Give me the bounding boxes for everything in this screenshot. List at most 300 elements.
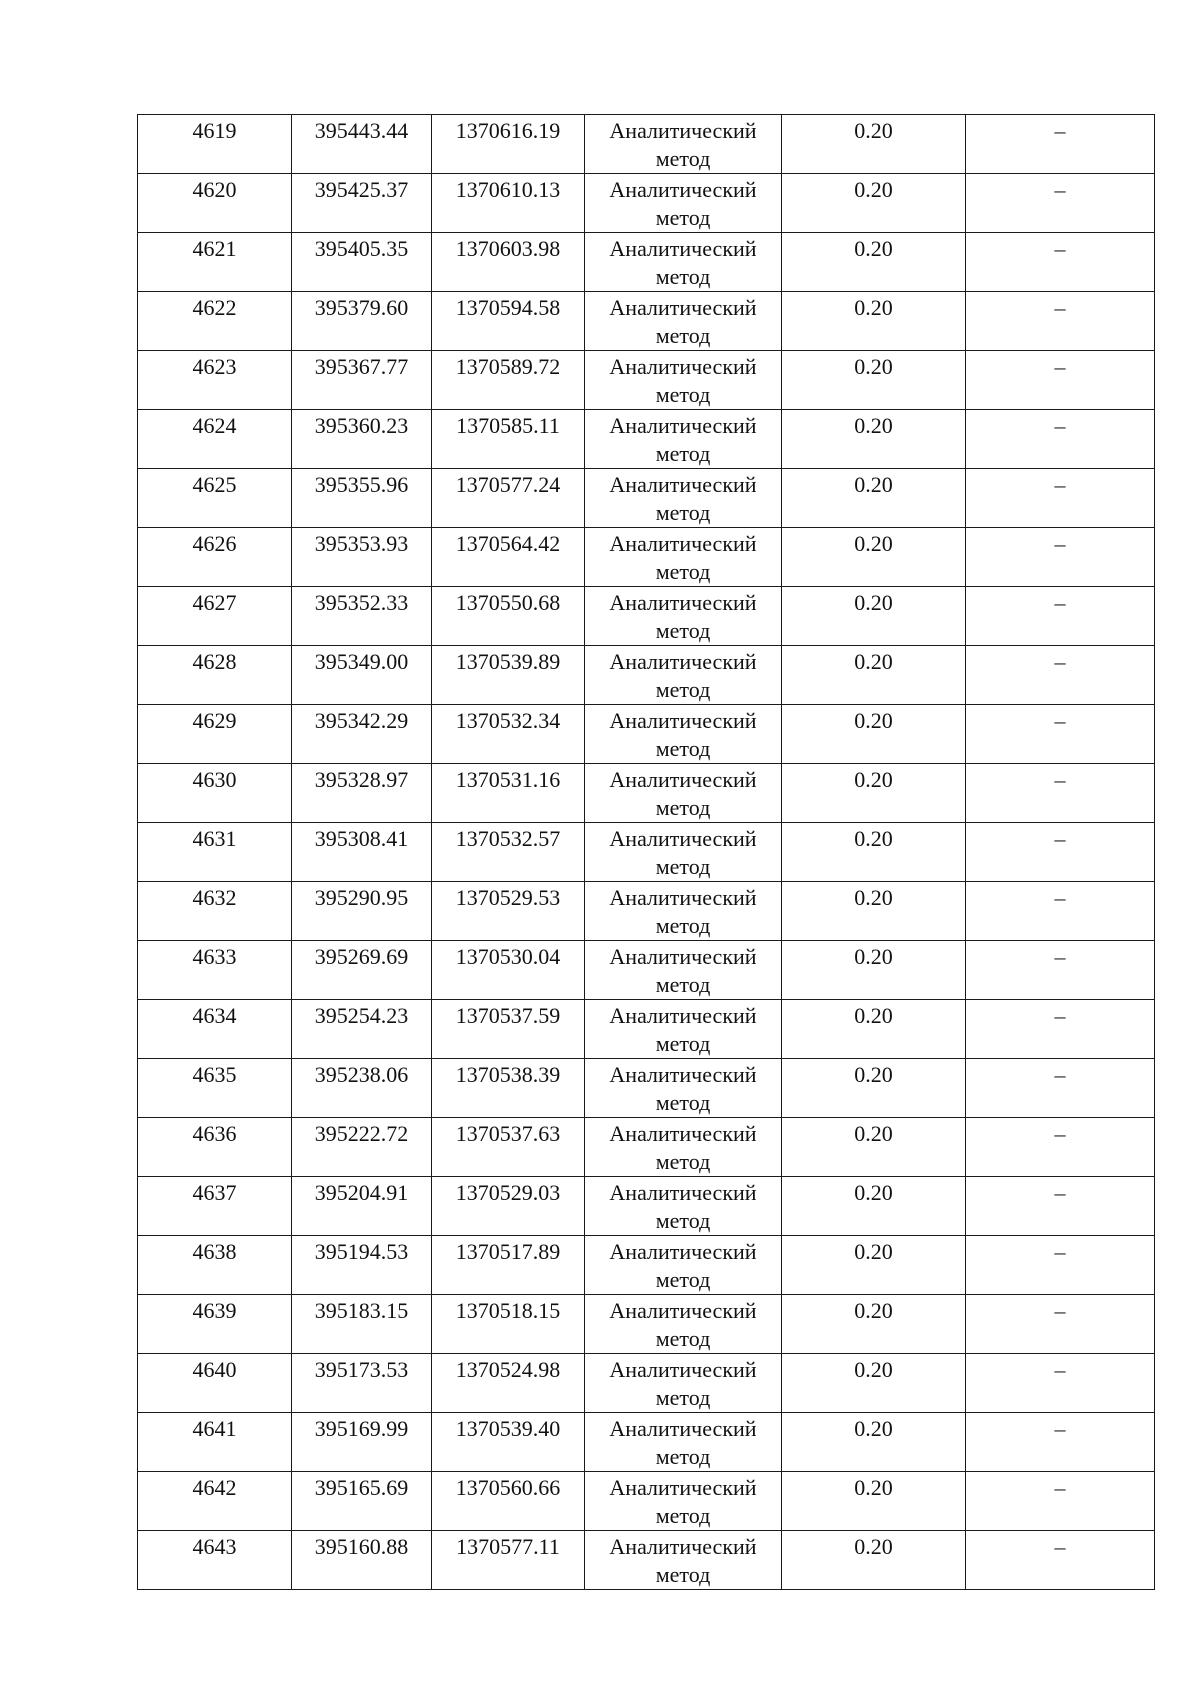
method-text: Аналитический метод (609, 1239, 757, 1292)
note-dash: – (1054, 885, 1066, 910)
x-coordinate: 395165.69 (314, 1475, 409, 1500)
point-number-cell (138, 292, 292, 351)
x-coordinate: 395367.77 (314, 354, 409, 379)
accuracy-value: 0.20 (854, 1534, 893, 1559)
y-coordinate-cell (432, 1118, 585, 1177)
accuracy-cell (782, 351, 966, 410)
coordinates-table (137, 114, 1155, 1590)
point-number-cell (138, 1059, 292, 1118)
point-number: 4643 (192, 1534, 237, 1559)
table-row (138, 233, 1155, 292)
x-coordinate: 395204.91 (314, 1180, 409, 1205)
method-text: Аналитический метод (609, 1475, 757, 1528)
point-number-cell (138, 1118, 292, 1177)
x-coordinate-cell (292, 1000, 432, 1059)
note-dash: – (1054, 826, 1066, 851)
note-dash: – (1054, 649, 1066, 674)
accuracy-value: 0.20 (854, 1062, 893, 1087)
y-coordinate: 1370550.68 (455, 590, 561, 615)
y-coordinate-cell (432, 1000, 585, 1059)
method-cell (585, 174, 782, 233)
table-row (138, 764, 1155, 823)
method-text: Аналитический метод (609, 826, 757, 879)
y-coordinate-cell (432, 528, 585, 587)
note-cell (966, 587, 1155, 646)
x-coordinate-cell (292, 1177, 432, 1236)
method-text: Аналитический метод (609, 708, 757, 761)
x-coordinate-cell (292, 1295, 432, 1354)
table-body (138, 115, 1155, 1590)
point-number: 4619 (192, 118, 237, 143)
y-coordinate: 1370529.03 (455, 1180, 561, 1205)
y-coordinate: 1370594.58 (455, 295, 561, 320)
note-dash: – (1054, 1180, 1066, 1205)
method-text: Аналитический метод (609, 1121, 757, 1174)
accuracy-cell (782, 1295, 966, 1354)
table-row (138, 1000, 1155, 1059)
method-cell (585, 469, 782, 528)
method-text: Аналитический метод (609, 531, 757, 584)
method-text: Аналитический метод (609, 472, 757, 525)
accuracy-value: 0.20 (854, 354, 893, 379)
accuracy-value: 0.20 (854, 531, 893, 556)
accuracy-cell (782, 823, 966, 882)
point-number-cell (138, 764, 292, 823)
x-coordinate: 395443.44 (314, 118, 409, 143)
accuracy-cell (782, 115, 966, 174)
y-coordinate: 1370564.42 (455, 531, 561, 556)
x-coordinate: 395352.33 (314, 590, 409, 615)
table-row (138, 1177, 1155, 1236)
y-coordinate-cell (432, 410, 585, 469)
note-dash: – (1054, 944, 1066, 969)
accuracy-value: 0.20 (854, 826, 893, 851)
method-cell (585, 1531, 782, 1590)
accuracy-value: 0.20 (854, 1180, 893, 1205)
y-coordinate-cell (432, 764, 585, 823)
method-cell (585, 1295, 782, 1354)
point-number-cell (138, 115, 292, 174)
method-cell (585, 1413, 782, 1472)
y-coordinate: 1370603.98 (455, 236, 561, 261)
table-row (138, 115, 1155, 174)
method-cell (585, 115, 782, 174)
method-text: Аналитический метод (609, 413, 757, 466)
accuracy-cell (782, 705, 966, 764)
point-number: 4636 (192, 1121, 237, 1146)
x-coordinate-cell (292, 646, 432, 705)
accuracy-value: 0.20 (854, 1003, 893, 1028)
point-number-cell (138, 1531, 292, 1590)
method-cell (585, 941, 782, 1000)
x-coordinate: 395183.15 (314, 1298, 409, 1323)
x-coordinate: 395349.00 (314, 649, 409, 674)
point-number: 4625 (192, 472, 237, 497)
method-cell (585, 764, 782, 823)
accuracy-cell (782, 233, 966, 292)
y-coordinate: 1370517.89 (455, 1239, 561, 1264)
accuracy-value: 0.20 (854, 767, 893, 792)
note-dash: – (1054, 708, 1066, 733)
table-row (138, 1295, 1155, 1354)
x-coordinate-cell (292, 1354, 432, 1413)
y-coordinate-cell (432, 1177, 585, 1236)
note-dash: – (1054, 472, 1066, 497)
accuracy-value: 0.20 (854, 708, 893, 733)
point-number: 4621 (192, 236, 237, 261)
x-coordinate-cell (292, 1118, 432, 1177)
y-coordinate: 1370530.04 (455, 944, 561, 969)
method-cell (585, 646, 782, 705)
note-cell (966, 292, 1155, 351)
y-coordinate-cell (432, 823, 585, 882)
accuracy-value: 0.20 (854, 236, 893, 261)
y-coordinate-cell (432, 1059, 585, 1118)
note-dash: – (1054, 767, 1066, 792)
method-cell (585, 1059, 782, 1118)
x-coordinate: 395194.53 (314, 1239, 409, 1264)
x-coordinate: 395379.60 (314, 295, 409, 320)
table-row (138, 292, 1155, 351)
x-coordinate-cell (292, 1236, 432, 1295)
x-coordinate: 395169.99 (314, 1416, 409, 1441)
method-text: Аналитический метод (609, 1003, 757, 1056)
point-number-cell (138, 646, 292, 705)
method-cell (585, 882, 782, 941)
point-number-cell (138, 410, 292, 469)
point-number: 4640 (192, 1357, 237, 1382)
table-row (138, 1472, 1155, 1531)
accuracy-value: 0.20 (854, 590, 893, 615)
point-number: 4620 (192, 177, 237, 202)
point-number: 4626 (192, 531, 237, 556)
table-row (138, 174, 1155, 233)
y-coordinate-cell (432, 1236, 585, 1295)
y-coordinate: 1370539.89 (455, 649, 561, 674)
x-coordinate: 395269.69 (314, 944, 409, 969)
y-coordinate-cell (432, 1354, 585, 1413)
point-number-cell (138, 823, 292, 882)
y-coordinate-cell (432, 1295, 585, 1354)
method-cell (585, 351, 782, 410)
method-text: Аналитический метод (609, 354, 757, 407)
x-coordinate-cell (292, 410, 432, 469)
table-row (138, 882, 1155, 941)
y-coordinate-cell (432, 351, 585, 410)
note-cell (966, 823, 1155, 882)
accuracy-value: 0.20 (854, 1121, 893, 1146)
accuracy-value: 0.20 (854, 649, 893, 674)
y-coordinate: 1370531.16 (455, 767, 561, 792)
note-cell (966, 1118, 1155, 1177)
accuracy-value: 0.20 (854, 1416, 893, 1441)
y-coordinate-cell (432, 115, 585, 174)
method-text: Аналитический метод (609, 295, 757, 348)
accuracy-cell (782, 174, 966, 233)
y-coordinate-cell (432, 1413, 585, 1472)
point-number: 4630 (192, 767, 237, 792)
table-row (138, 1118, 1155, 1177)
note-cell (966, 646, 1155, 705)
note-cell (966, 882, 1155, 941)
x-coordinate-cell (292, 941, 432, 1000)
x-coordinate: 395355.96 (314, 472, 409, 497)
x-coordinate: 395290.95 (314, 885, 409, 910)
point-number: 4641 (192, 1416, 237, 1441)
y-coordinate: 1370589.72 (455, 354, 561, 379)
point-number: 4639 (192, 1298, 237, 1323)
method-text: Аналитический метод (609, 118, 757, 171)
point-number-cell (138, 705, 292, 764)
accuracy-cell (782, 1177, 966, 1236)
note-cell (966, 1000, 1155, 1059)
accuracy-cell (782, 1059, 966, 1118)
y-coordinate-cell (432, 469, 585, 528)
x-coordinate-cell (292, 1059, 432, 1118)
x-coordinate: 395308.41 (314, 826, 409, 851)
accuracy-cell (782, 528, 966, 587)
point-number-cell (138, 1236, 292, 1295)
method-text: Аналитический метод (609, 1357, 757, 1410)
table-row (138, 410, 1155, 469)
note-dash: – (1054, 531, 1066, 556)
x-coordinate: 395238.06 (314, 1062, 409, 1087)
y-coordinate: 1370529.53 (455, 885, 561, 910)
x-coordinate-cell (292, 233, 432, 292)
method-cell (585, 292, 782, 351)
method-cell (585, 1177, 782, 1236)
table-row (138, 646, 1155, 705)
table-row (138, 1059, 1155, 1118)
x-coordinate-cell (292, 469, 432, 528)
accuracy-cell (782, 882, 966, 941)
table-row (138, 351, 1155, 410)
accuracy-cell (782, 587, 966, 646)
y-coordinate-cell (432, 1531, 585, 1590)
x-coordinate-cell (292, 705, 432, 764)
accuracy-cell (782, 469, 966, 528)
y-coordinate-cell (432, 174, 585, 233)
note-dash: – (1054, 295, 1066, 320)
method-cell (585, 1236, 782, 1295)
point-number-cell (138, 941, 292, 1000)
x-coordinate: 395173.53 (314, 1357, 409, 1382)
note-dash: – (1054, 590, 1066, 615)
x-coordinate-cell (292, 764, 432, 823)
point-number: 4622 (192, 295, 237, 320)
note-dash: – (1054, 1121, 1066, 1146)
x-coordinate-cell (292, 1472, 432, 1531)
note-cell (966, 1177, 1155, 1236)
x-coordinate: 395328.97 (314, 767, 409, 792)
x-coordinate-cell (292, 292, 432, 351)
x-coordinate: 395360.23 (314, 413, 409, 438)
point-number: 4642 (192, 1475, 237, 1500)
accuracy-value: 0.20 (854, 1298, 893, 1323)
x-coordinate: 395425.37 (314, 177, 409, 202)
note-cell (966, 410, 1155, 469)
y-coordinate-cell (432, 941, 585, 1000)
point-number: 4624 (192, 413, 237, 438)
note-dash: – (1054, 1534, 1066, 1559)
method-cell (585, 823, 782, 882)
method-cell (585, 528, 782, 587)
note-dash: – (1054, 413, 1066, 438)
accuracy-cell (782, 1531, 966, 1590)
point-number-cell (138, 1000, 292, 1059)
note-dash: – (1054, 1003, 1066, 1028)
note-cell (966, 528, 1155, 587)
point-number-cell (138, 528, 292, 587)
y-coordinate-cell (432, 233, 585, 292)
accuracy-cell (782, 292, 966, 351)
table-row (138, 705, 1155, 764)
x-coordinate-cell (292, 351, 432, 410)
point-number: 4631 (192, 826, 237, 851)
x-coordinate-cell (292, 115, 432, 174)
point-number: 4632 (192, 885, 237, 910)
point-number-cell (138, 882, 292, 941)
point-number-cell (138, 1472, 292, 1531)
x-coordinate: 395160.88 (314, 1534, 409, 1559)
point-number: 4635 (192, 1062, 237, 1087)
accuracy-cell (782, 1118, 966, 1177)
y-coordinate-cell (432, 292, 585, 351)
point-number-cell (138, 1354, 292, 1413)
note-cell (966, 941, 1155, 1000)
method-text: Аналитический метод (609, 1534, 757, 1587)
table-row (138, 469, 1155, 528)
table-row (138, 941, 1155, 1000)
y-coordinate: 1370537.63 (455, 1121, 561, 1146)
table-row (138, 587, 1155, 646)
accuracy-cell (782, 764, 966, 823)
table-row (138, 1236, 1155, 1295)
note-dash: – (1054, 1357, 1066, 1382)
accuracy-value: 0.20 (854, 885, 893, 910)
note-cell (966, 705, 1155, 764)
note-cell (966, 351, 1155, 410)
x-coordinate-cell (292, 174, 432, 233)
y-coordinate: 1370560.66 (455, 1475, 561, 1500)
note-dash: – (1054, 1416, 1066, 1441)
note-cell (966, 1236, 1155, 1295)
note-cell (966, 469, 1155, 528)
table-row (138, 1354, 1155, 1413)
table-row (138, 823, 1155, 882)
method-cell (585, 410, 782, 469)
x-coordinate: 395342.29 (314, 708, 409, 733)
point-number-cell (138, 1295, 292, 1354)
method-text: Аналитический метод (609, 1180, 757, 1233)
note-dash: – (1054, 354, 1066, 379)
y-coordinate: 1370539.40 (455, 1416, 561, 1441)
point-number: 4638 (192, 1239, 237, 1264)
y-coordinate-cell (432, 646, 585, 705)
method-text: Аналитический метод (609, 767, 757, 820)
point-number: 4623 (192, 354, 237, 379)
y-coordinate: 1370616.19 (455, 118, 561, 143)
accuracy-value: 0.20 (854, 177, 893, 202)
note-cell (966, 1295, 1155, 1354)
x-coordinate: 395405.35 (314, 236, 409, 261)
point-number: 4637 (192, 1180, 237, 1205)
y-coordinate-cell (432, 705, 585, 764)
x-coordinate-cell (292, 823, 432, 882)
note-cell (966, 1531, 1155, 1590)
note-dash: – (1054, 236, 1066, 261)
method-text: Аналитический метод (609, 885, 757, 938)
point-number-cell (138, 587, 292, 646)
method-cell (585, 1000, 782, 1059)
y-coordinate: 1370524.98 (455, 1357, 561, 1382)
y-coordinate-cell (432, 882, 585, 941)
x-coordinate-cell (292, 587, 432, 646)
accuracy-value: 0.20 (854, 472, 893, 497)
note-dash: – (1054, 177, 1066, 202)
method-text: Аналитический метод (609, 649, 757, 702)
table-row (138, 1531, 1155, 1590)
accuracy-value: 0.20 (854, 1239, 893, 1264)
x-coordinate-cell (292, 1413, 432, 1472)
y-coordinate-cell (432, 1472, 585, 1531)
note-dash: – (1054, 1475, 1066, 1500)
point-number-cell (138, 469, 292, 528)
x-coordinate: 395254.23 (314, 1003, 409, 1028)
note-cell (966, 764, 1155, 823)
y-coordinate: 1370532.34 (455, 708, 561, 733)
y-coordinate: 1370577.24 (455, 472, 561, 497)
y-coordinate: 1370537.59 (455, 1003, 561, 1028)
point-number-cell (138, 1177, 292, 1236)
point-number: 4634 (192, 1003, 237, 1028)
method-cell (585, 233, 782, 292)
x-coordinate: 395222.72 (314, 1121, 409, 1146)
y-coordinate: 1370532.57 (455, 826, 561, 851)
note-dash: – (1054, 118, 1066, 143)
x-coordinate-cell (292, 1531, 432, 1590)
accuracy-value: 0.20 (854, 295, 893, 320)
accuracy-cell (782, 941, 966, 1000)
note-cell (966, 1059, 1155, 1118)
method-cell (585, 705, 782, 764)
y-coordinate: 1370610.13 (455, 177, 561, 202)
method-cell (585, 1118, 782, 1177)
accuracy-cell (782, 1354, 966, 1413)
y-coordinate: 1370585.11 (456, 413, 560, 438)
note-dash: – (1054, 1239, 1066, 1264)
note-cell (966, 115, 1155, 174)
accuracy-cell (782, 410, 966, 469)
accuracy-value: 0.20 (854, 944, 893, 969)
y-coordinate: 1370538.39 (455, 1062, 561, 1087)
method-text: Аналитический метод (609, 590, 757, 643)
point-number: 4628 (192, 649, 237, 674)
note-dash: – (1054, 1298, 1066, 1323)
point-number: 4633 (192, 944, 237, 969)
x-coordinate: 395353.93 (314, 531, 409, 556)
accuracy-value: 0.20 (854, 118, 893, 143)
note-dash: – (1054, 1062, 1066, 1087)
note-cell (966, 1413, 1155, 1472)
y-coordinate: 1370518.15 (455, 1298, 561, 1323)
accuracy-cell (782, 1000, 966, 1059)
x-coordinate-cell (292, 882, 432, 941)
method-text: Аналитический метод (609, 236, 757, 289)
note-cell (966, 1354, 1155, 1413)
point-number-cell (138, 351, 292, 410)
y-coordinate: 1370577.11 (456, 1534, 560, 1559)
